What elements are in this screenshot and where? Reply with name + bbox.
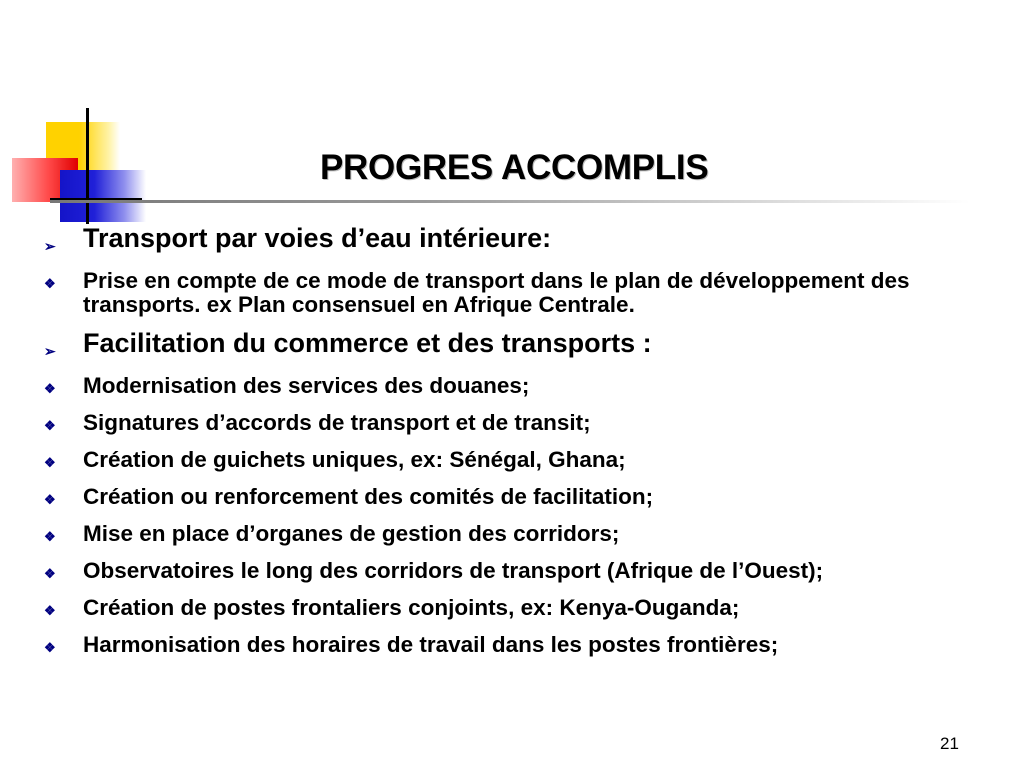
diamond-bullet-icon: ❖ (44, 640, 56, 655)
list-item-text: Signatures d’accords de transport et de transit; (83, 410, 591, 435)
diamond-bullet-icon: ❖ (44, 603, 56, 618)
logo-vertical-line (86, 108, 89, 224)
list-item (44, 633, 984, 660)
list-item (44, 559, 984, 586)
list-item-text: Observatoires le long des corridors de transport (Afrique de l’Ouest); (83, 558, 824, 583)
diamond-bullet-icon: ❖ (44, 455, 56, 470)
diamond-bullet-icon: ❖ (44, 276, 56, 291)
list-item-text: Mise en place d’organes de gestion des corridors; (83, 521, 620, 546)
list-item (44, 485, 984, 512)
list-item-text: Création de postes frontaliers conjoints, ex: Kenya-Ouganda; (83, 595, 740, 620)
diamond-bullet-icon: ❖ (44, 418, 56, 433)
list-item-text: Facilitation du commerce et des transports : (83, 328, 652, 358)
list-item (44, 411, 984, 438)
list-item-text: Transport par voies d’eau intérieure: (83, 223, 552, 253)
list-item-text: Modernisation des services des douanes; (83, 373, 530, 398)
list-item-text: Création ou renforcement des comités de facilitation; (83, 484, 654, 509)
list-item-text: Prise en compte de ce mode de transport dans le plan de développement des transports. ex Plan consensuel en Afrique Centrale. (83, 268, 910, 317)
slide-title: PROGRES ACCOMPLIS (320, 148, 709, 187)
list-item (44, 269, 984, 317)
list-item (44, 222, 984, 263)
list-item (44, 374, 984, 401)
logo-blue-square (60, 170, 146, 222)
title-divider (50, 200, 970, 203)
arrowhead-bullet-icon: ➢ (44, 238, 56, 254)
arrowhead-bullet-icon: ➢ (44, 343, 56, 359)
list-item-text: Création de guichets uniques, ex: Sénégal, Ghana; (83, 447, 626, 472)
diamond-bullet-icon: ❖ (44, 566, 56, 581)
list-item-text: Harmonisation des horaires de travail dans les postes frontières; (83, 632, 779, 657)
list-item (44, 596, 984, 623)
page-number: 21 (940, 734, 959, 753)
list-item (44, 522, 984, 549)
diamond-bullet-icon: ❖ (44, 529, 56, 544)
list-item (44, 327, 984, 368)
list-item (44, 448, 984, 475)
diamond-bullet-icon: ❖ (44, 381, 56, 396)
diamond-bullet-icon: ❖ (44, 492, 56, 507)
bullet-list (44, 222, 984, 670)
decorative-logo (0, 100, 150, 230)
